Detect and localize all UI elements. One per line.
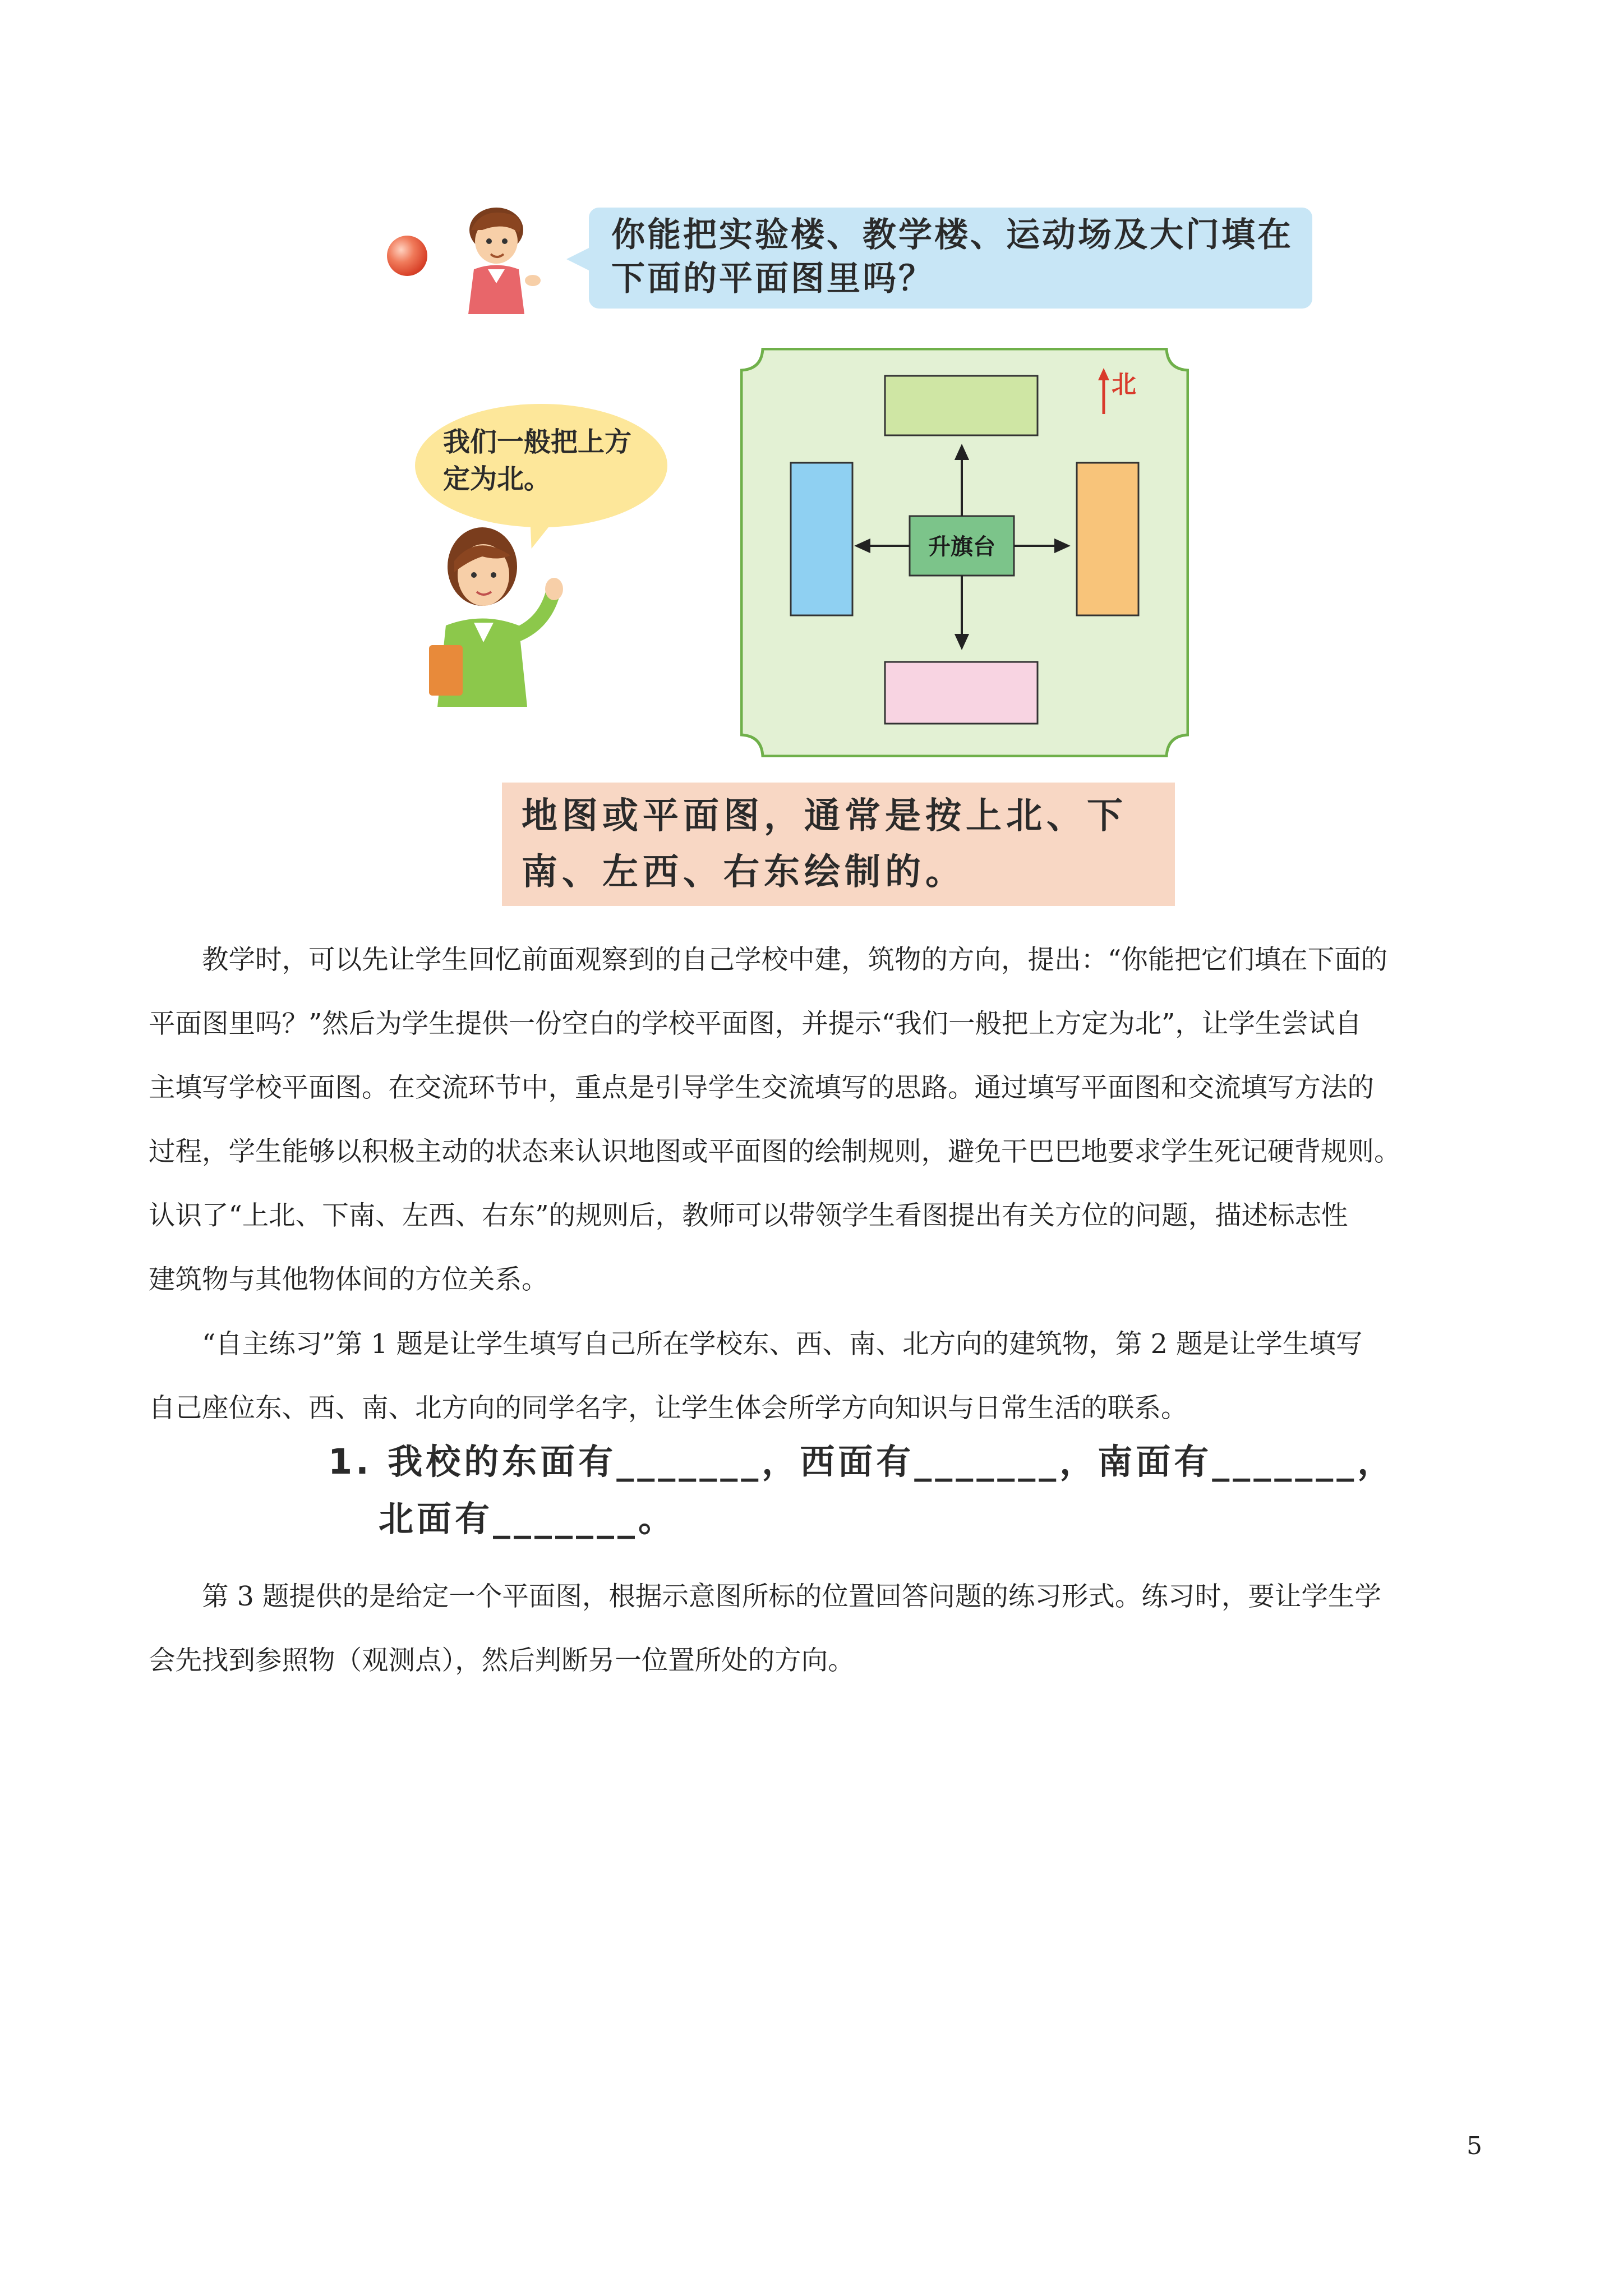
para1-line: 教学时，可以先让学生回忆前面观察到的自己学校中建，筑物的方向，提出：“你能把它们填在下面的 — [149, 945, 1388, 976]
plan-block-right — [1077, 463, 1138, 615]
paragraph-practice — [149, 1313, 1483, 1441]
exercise-line-2: 北面有_______。 — [379, 1498, 677, 1539]
school-plan-map — [740, 348, 1189, 757]
page-number: 5 — [1467, 2132, 1482, 2160]
para3-line: 第 3 题提供的是给定一个平面图，根据示意图所标的位置回答问题的练习形式。练习时，要让学生学 — [149, 1581, 1381, 1612]
teacher-illustration — [415, 522, 572, 707]
speech-bubble-tail — [566, 247, 591, 272]
para1-line: 主填写学校平面图。在交流环节中，重点是引导学生交流填写的思路。通过填写平面图和交流填写方法的 — [149, 1073, 1374, 1103]
paragraph-question3 — [149, 1565, 1483, 1693]
paragraph-teaching — [149, 928, 1483, 1312]
para1-line: 认识了“上北、下南、左西、右东”的规则后，教师可以带领学生看图提出有关方位的问题，描述标志性 — [149, 1200, 1348, 1231]
exercise-question — [328, 1433, 1450, 1548]
bubble-line-2: 下面的平面图里吗？ — [611, 259, 934, 298]
rule-note-text — [522, 788, 1166, 900]
note-line-1: 地图或平面图，通常是按上北、下 — [522, 795, 1127, 837]
bullet-icon — [387, 236, 427, 276]
para1-line: 建筑物与其他物体间的方位关系。 — [149, 1264, 548, 1295]
teacher-bubble-line-2: 定为北。 — [443, 463, 551, 495]
para2-line: “自主练习”第 1 题是让学生填写自己所在学校东、西、南、北方向的建筑物，第 2 题是让学生填写 — [149, 1329, 1363, 1360]
north-label: 北 — [1112, 370, 1136, 399]
para2-line: 自己座位东、西、南、北方向的同学名字，让学生体会所学方向知识与日常生活的联系。 — [149, 1393, 1188, 1424]
teacher-bubble-line-1: 我们一般把上方 — [443, 426, 632, 458]
plan-block-bottom — [885, 662, 1038, 724]
para1-line: 过程，学生能够以积极主动的状态来认识地图或平面图的绘制规则，避免干巴巴地要求学生死记硬背规则。 — [149, 1137, 1401, 1167]
plan-block-left — [791, 463, 852, 615]
bubble-line-1: 你能把实验楼、教学楼、运动场及大门填在 — [611, 215, 1293, 255]
note-line-2: 南、左西、右东绘制的。 — [522, 852, 966, 893]
boy-illustration — [449, 199, 550, 317]
teacher-bubble-text — [443, 424, 656, 498]
plan-block-top — [885, 376, 1038, 435]
flag-platform-label: 升旗台 — [928, 534, 995, 560]
para1-line: 平面图里吗？”然后为学生提供一份空白的学校平面图，并提示“我们一般把上方定为北”，让学生尝试自 — [149, 1009, 1362, 1039]
exercise-line-1: 1. 我校的东面有_______，西面有_______，南面有_______， — [328, 1441, 1396, 1482]
speech-bubble-top-text — [611, 213, 1301, 301]
para3-line: 会先找到参照物（观测点），然后判断另一位置所处的方向。 — [149, 1645, 855, 1676]
